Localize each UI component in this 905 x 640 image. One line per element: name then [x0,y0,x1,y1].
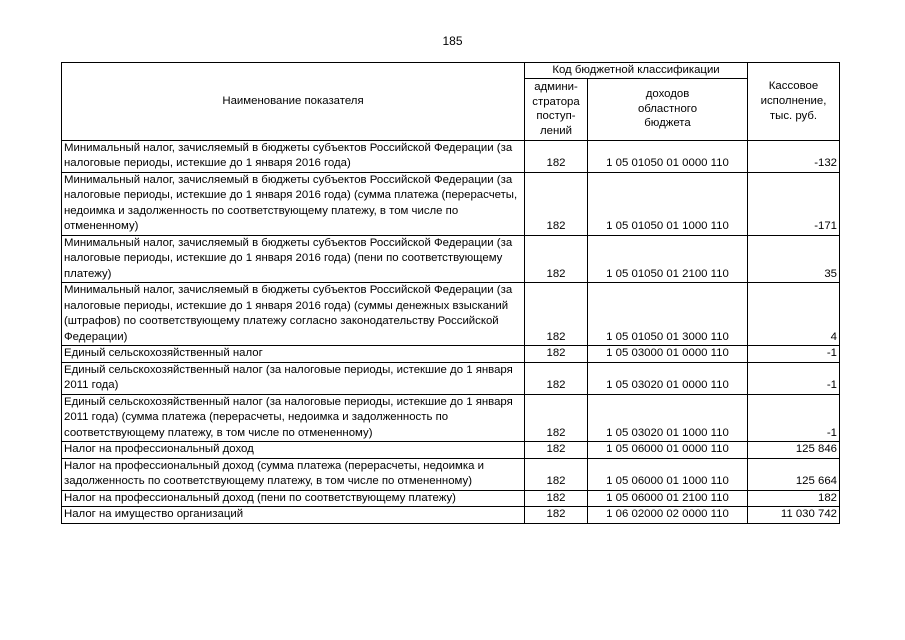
row-admin-code: 182 [525,140,588,172]
table-row [62,346,840,363]
row-name: Налог на профессиональный доход (пени по соответствующему платежу) [62,490,525,507]
row-admin-code: 182 [525,362,588,394]
row-admin-code: 182 [525,346,588,363]
row-name: Минимальный налог, зачисляемый в бюджеты субъектов Российской Федерации (за налоговые периоды, истекшие до 1 января 2016 года) (сумма платежа (перерасчеты, недоимка и задолженность по соответствующему платежу, в том числе по отмененному) [62,172,525,235]
row-income-code: 1 05 06000 01 1000 110 [588,458,748,490]
budget-table [61,62,840,524]
row-cash-value: -1 [748,362,840,394]
row-cash-value: -1 [748,394,840,442]
row-admin-code: 182 [525,172,588,235]
row-income-code: 1 05 01050 01 2100 110 [588,235,748,283]
table-row [62,172,840,235]
row-admin-code: 182 [525,394,588,442]
row-cash-value: -1 [748,346,840,363]
table-row [62,458,840,490]
header-admin [525,78,588,140]
row-admin-code: 182 [525,442,588,459]
row-cash-value: 4 [748,283,840,346]
row-cash-value: 125 846 [748,442,840,459]
header-cash [748,63,840,141]
table-row [62,394,840,442]
row-cash-value: 182 [748,490,840,507]
row-cash-value: -132 [748,140,840,172]
row-admin-code: 182 [525,458,588,490]
header-kbk: Код бюджетной классификации [525,63,748,79]
table-row [62,490,840,507]
row-name: Единый сельскохозяйственный налог (за налоговые периоды, истекшие до 1 января 2011 года) [62,362,525,394]
row-name: Единый сельскохозяйственный налог (за налоговые периоды, истекшие до 1 января 2011 года) (сумма платежа (перерасчеты, недоимка и задолженность по соответствующему платежу, в том числе по отмененному) [62,394,525,442]
table-row [62,140,840,172]
row-cash-value: 11 030 742 [748,507,840,524]
row-cash-value: 125 664 [748,458,840,490]
row-income-code: 1 05 03020 01 0000 110 [588,362,748,394]
table-row [62,507,840,524]
table-body [62,140,840,523]
table-row [62,283,840,346]
row-cash-value: -171 [748,172,840,235]
row-admin-code: 182 [525,507,588,524]
row-income-code: 1 05 03020 01 1000 110 [588,394,748,442]
header-admin-text: админи- стратора поступ- лений [532,80,580,137]
row-name: Минимальный налог, зачисляемый в бюджеты субъектов Российской Федерации (за налоговые периоды, истекшие до 1 января 2016 года) [62,140,525,172]
table-row [62,442,840,459]
row-name: Минимальный налог, зачисляемый в бюджеты субъектов Российской Федерации (за налоговые периоды, истекшие до 1 января 2016 года) (пени по соответствующему платежу) [62,235,525,283]
row-name: Налог на профессиональный доход [62,442,525,459]
header-name: Наименование показателя [62,63,525,141]
row-income-code: 1 05 06000 01 0000 110 [588,442,748,459]
header-income [588,78,748,140]
row-income-code: 1 05 01050 01 1000 110 [588,172,748,235]
row-income-code: 1 05 06000 01 2100 110 [588,490,748,507]
row-admin-code: 182 [525,283,588,346]
table-row [62,235,840,283]
table-row [62,362,840,394]
row-cash-value: 35 [748,235,840,283]
header-income-text: доходов областного бюджета [637,88,698,130]
page-number: 185 [442,34,463,48]
row-admin-code: 182 [525,235,588,283]
row-name: Единый сельскохозяйственный налог [62,346,525,363]
row-name: Налог на профессиональный доход (сумма платежа (перерасчеты, недоимка и задолженность по соответствующему платежу, в том числе по отмененному) [62,458,525,490]
row-name: Налог на имущество организаций [62,507,525,524]
header-cash-text: Кассовое исполнение, тыс. руб. [760,80,827,122]
row-income-code: 1 05 03000 01 0000 110 [588,346,748,363]
row-admin-code: 182 [525,490,588,507]
row-name: Минимальный налог, зачисляемый в бюджеты субъектов Российской Федерации (за налоговые периоды, истекшие до 1 января 2016 года) (суммы денежных взысканий (штрафов) по соответствующему платежу согласно законодательству Российской Федерации) [62,283,525,346]
row-income-code: 1 06 02000 02 0000 110 [588,507,748,524]
row-income-code: 1 05 01050 01 3000 110 [588,283,748,346]
row-income-code: 1 05 01050 01 0000 110 [588,140,748,172]
